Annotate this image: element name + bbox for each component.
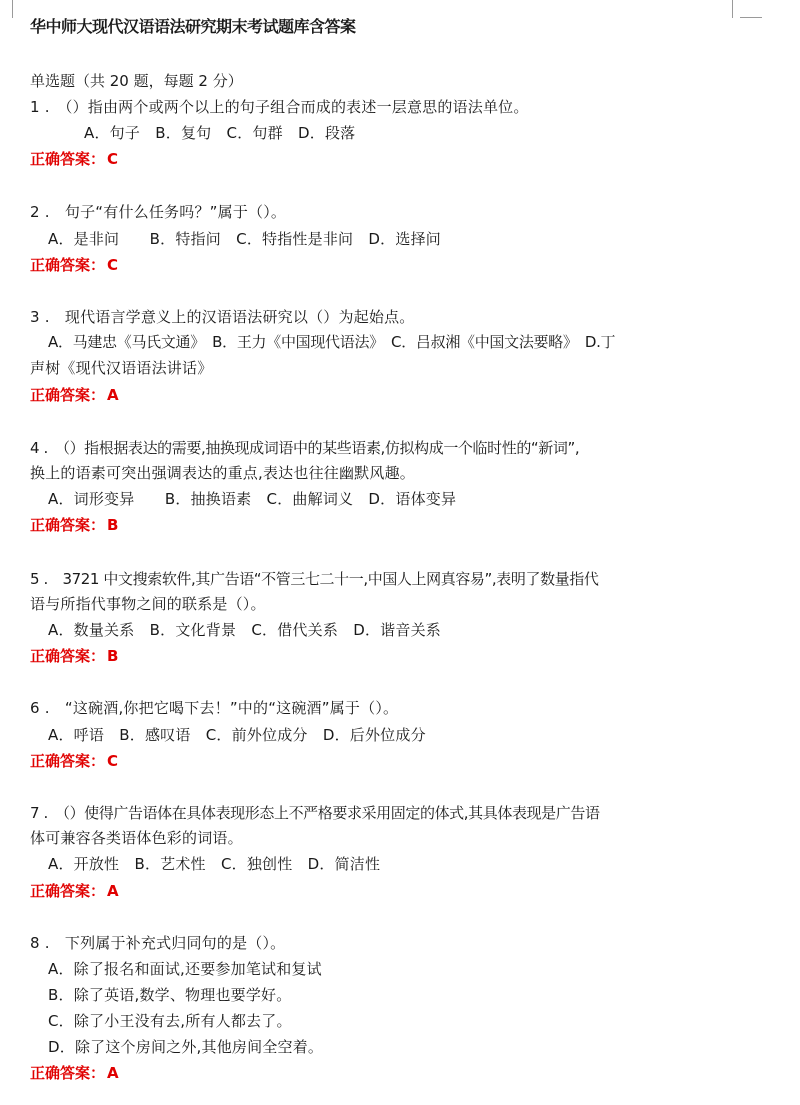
question-1-text: 1 . （）指由两个或两个以上的句子组合而成的表述一层意思的语法单位。: [30, 98, 529, 116]
question-5-text-line-1: 5 . 3721 中文搜索软件,其广告语“不管三七二十一,中国人上网真容易”,表明了数量指代: [30, 570, 599, 588]
question-5-options: A．数量关系 B．文化背景 C．借代关系 D．谐音关系: [48, 621, 441, 639]
question-7-options: A．开放性 B．艺术性 C．独创性 D．简洁性: [48, 855, 381, 873]
question-8-answer: [30, 1062, 119, 1083]
question-1-options: A．句子 B．复句 C．句群 D．段落: [84, 124, 356, 142]
answer-value: B: [107, 647, 119, 665]
answer-label: 正确答案：: [30, 516, 106, 534]
answer-value: C: [107, 150, 119, 168]
answer-value: A: [107, 882, 119, 900]
answer-label: 正确答案：: [30, 1064, 106, 1082]
answer-label: 正确答案：: [30, 882, 106, 900]
question-4-options: A．词形变异 B．抽换语素 C．曲解词义 D．语体变异: [48, 490, 457, 508]
question-8-option-b: B．除了英语,数学、物理也要学好。: [48, 986, 292, 1004]
question-3-text: 3 . 现代语言学意义上的汉语语法研究以（）为起始点。: [30, 308, 415, 326]
question-5-text-line-2: 语与所指代事物之间的联系是（）。: [30, 595, 266, 613]
answer-value: B: [107, 516, 119, 534]
answer-label: 正确答案：: [30, 386, 106, 404]
question-1-answer: [30, 148, 118, 169]
answer-value: C: [107, 752, 119, 770]
section-heading: 单选题（共 20 题，每题 2 分）: [30, 72, 243, 90]
question-7-answer: [30, 880, 119, 901]
answer-label: 正确答案：: [30, 647, 106, 665]
question-8-option-c: C．除了小王没有去,所有人都去了。: [48, 1012, 292, 1030]
question-4-answer: [30, 514, 118, 535]
left-margin-mark: [12, 0, 13, 18]
answer-value: C: [107, 256, 119, 274]
question-2-text: 2 . 句子“有什么任务吗？”属于（）。: [30, 203, 287, 221]
question-7-text-line-1: 7 . （）使得广告语体在具体表现形态上不严格要求采用固定的体式,其具体表现是广告语: [30, 804, 600, 822]
question-8-option-d: D．除了这个房间之外,其他房间全空着。: [48, 1038, 324, 1056]
question-5-answer: [30, 645, 118, 666]
question-7-text-line-2: 体可兼容各类语体色彩的词语。: [30, 829, 243, 847]
question-2-answer: [30, 254, 118, 275]
question-3-options: A．马建忠《马氏文通》 B．王力《中国现代语法》 C．吕叔湘《中国文法要略》 D.丁: [48, 333, 616, 351]
right-margin-mark: [732, 0, 733, 18]
question-3-options-continuation: 声树《现代汉语语法讲话》: [30, 359, 213, 377]
question-8-option-a: A．除了报名和面试,还要参加笔试和复试: [48, 960, 322, 978]
question-6-options: A．呼语 B．感叹语 C．前外位成分 D．后外位成分: [48, 726, 426, 744]
question-8-text: 8 . 下列属于补充式归同句的是（）。: [30, 934, 286, 952]
right-margin-corner-mark: [740, 17, 762, 18]
question-4-text-line-1: 4 . （）指根据表达的需要,抽换现成词语中的某些语素,仿拟构成一个临时性的“新词”,: [30, 439, 580, 457]
question-2-options: A．是非问 B．特指问 C．特指性是非问 D．选择问: [48, 230, 441, 248]
answer-label: 正确答案：: [30, 150, 106, 168]
question-3-answer: [30, 384, 119, 405]
answer-value: A: [107, 386, 119, 404]
answer-value: A: [107, 1064, 119, 1082]
question-6-answer: [30, 750, 118, 771]
answer-label: 正确答案：: [30, 256, 106, 274]
question-4-text-line-2: 换上的语素可突出强调表达的重点,表达也往往幽默风趣。: [30, 464, 415, 482]
question-6-text: 6 . “这碗酒,你把它喝下去！”中的“这碗酒”属于（）。: [30, 699, 399, 717]
document-title: 华中师大现代汉语语法研究期末考试题库含答案: [30, 17, 356, 36]
answer-label: 正确答案：: [30, 752, 106, 770]
